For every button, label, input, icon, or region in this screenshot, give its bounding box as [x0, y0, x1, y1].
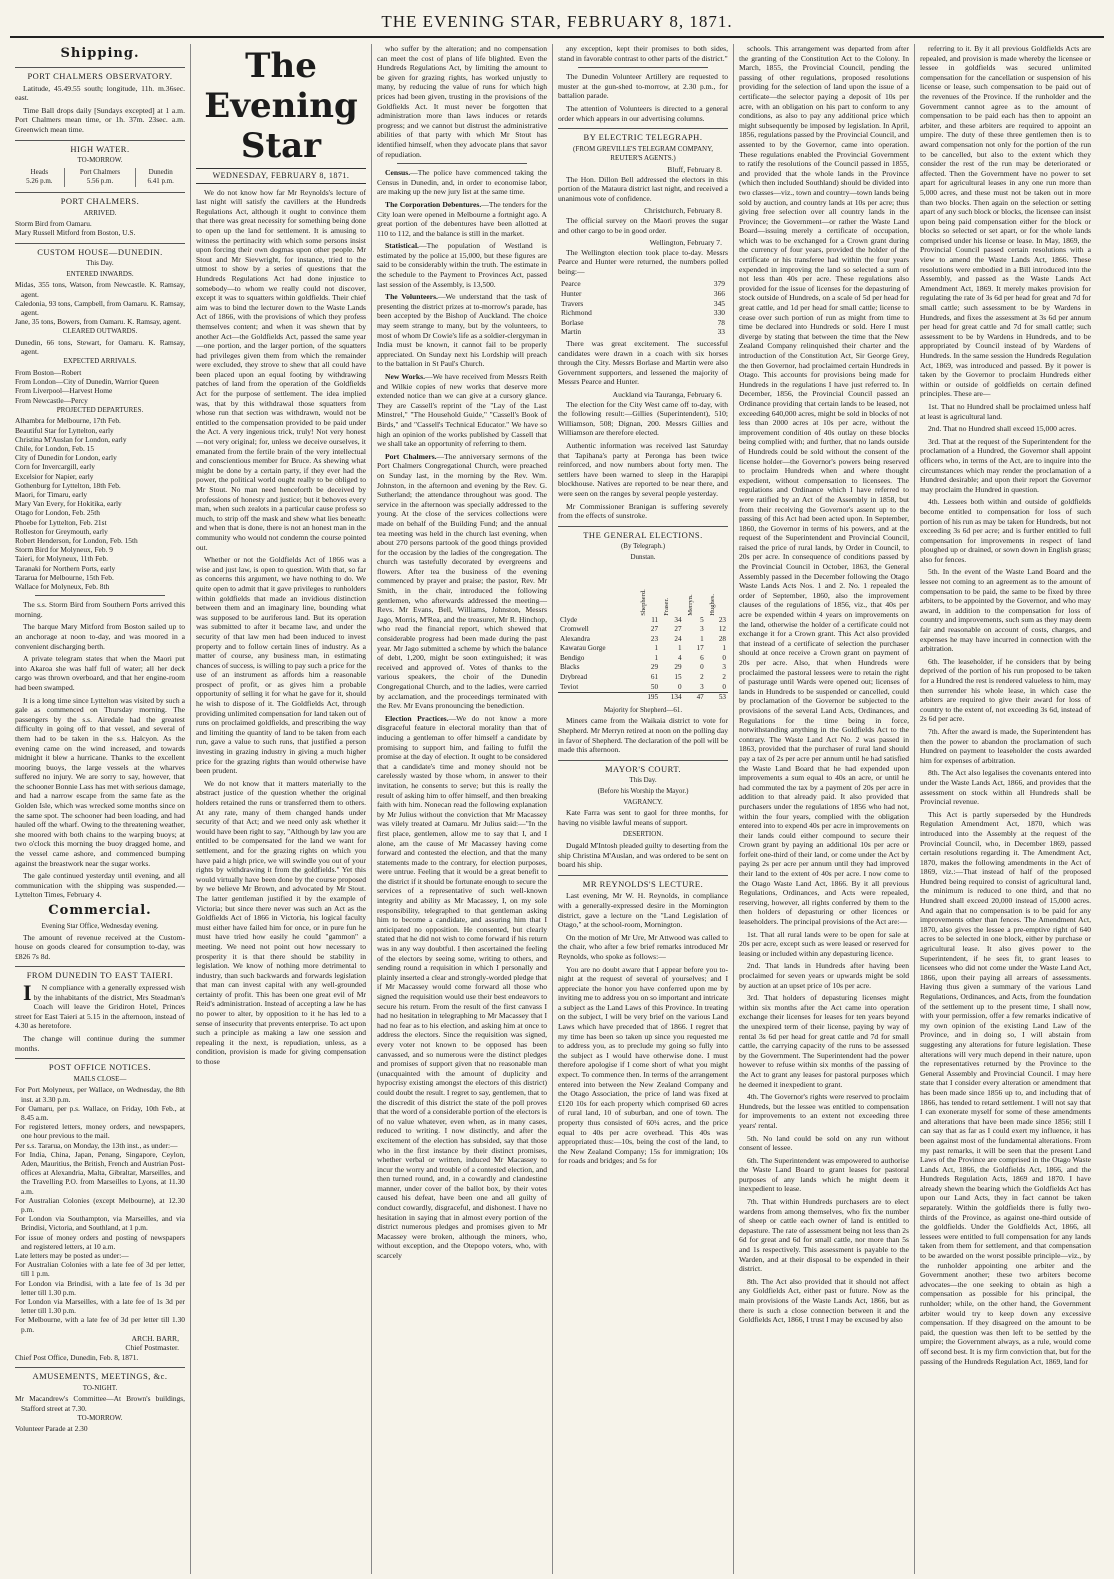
value-cell: 4 — [677, 653, 682, 662]
list-item: Volunteer Parade at 2.30 — [15, 1424, 88, 1434]
list-item: For Australian Colonies (except Melbourne), at 12.30 p.m. — [15, 1195, 185, 1214]
table-row — [558, 616, 728, 626]
cleared-label: CLEARED OUTWARDS. — [62, 327, 138, 336]
tide-time: 6.41 p.m. — [136, 177, 185, 187]
list-item: For Melbourne, with a late fee of 3d per letter till 1.30 p.m. — [15, 1315, 185, 1334]
shipping-title: Shipping. — [60, 46, 140, 61]
lecture-title: MR REYNOLDS'S LECTURE. — [558, 875, 728, 890]
value-cell: 24 — [674, 634, 682, 643]
post-title: POST OFFICE NOTICES. — [15, 1058, 185, 1073]
place-cell: Alexandra — [560, 634, 590, 643]
taieri-body: N compliance with a generally expressed wish by the inhabitants of the district, Mrs Steadman's Coach will leave the Gridiron Hotel, Princes street for East Taieri at 5.15 in the afternoon, instead of 4.30 as heretofore. — [15, 982, 185, 1031]
value-cell: 0 — [722, 653, 726, 662]
lecture-paragraph: 5th. In the event of the Waste Land Board and the lessee not coming to an agreement as to the amount of compensation to be paid, the same to be fixed by three arbiters, to be appointed by the Governor, and who may award, in addition to the compensation for loss of country and improvements, such sum as they may deem fair and reasonable on account of costs, charges, and expenses he may have incurred in connection with the arbitration. — [920, 567, 1091, 654]
table-row — [558, 683, 728, 693]
list-item: Gothenburg for Lyttelton, 18th Feb. — [15, 480, 121, 490]
table-row — [558, 654, 728, 664]
arrived-label: ARRIVED. — [83, 208, 117, 217]
shipping-news-paragraph: The gale continued yesterday until evening, and all communication with the shipping was suspended.—Lyttelton Times, February 4. — [15, 871, 185, 900]
wellington-text: The Wellington election took place to-day. Messrs Pearce and Hunter were returned, the numbers polled being:— — [558, 247, 728, 276]
list-item: Jane, 35 tons, Bowers, from Oamaru. K. Ramsay, agent. — [15, 317, 181, 327]
value-cell: 1 — [654, 644, 659, 653]
list-item: Taieri, for Molyneux, 11th Feb. — [15, 554, 109, 564]
auckland-text-3: Mr Commissioner Branigan is suffering severely from the effects of sunstroke. — [558, 501, 728, 521]
lecture-paragraph: 8th. The Act also legalises the covenants entered into under the Waste Lands Act, 1866, and provides that the assessment on stock within all Hundreds shall be Provincial revenue. — [920, 768, 1091, 807]
shipping-news-paragraph: The s.s. Storm Bird from Southern Ports arrived this morning. — [15, 600, 185, 619]
results-corner — [558, 566, 637, 616]
lecture-paragraph: 4th. The Governor's rights were reserved to proclaim Hundreds, but the lessee was entitled to compensation for improvements to an extent not exceeding three years' rental. — [739, 1092, 909, 1130]
list-item: For Port Molyneux, per Wallace, on Wednesday, the 8th inst. at 3.30 p.m. — [15, 1085, 185, 1104]
value-cell: 12 — [718, 625, 726, 634]
observatory-title: PORT CHALMERS OBSERVATORY. — [15, 67, 185, 82]
table-row — [558, 635, 728, 645]
header-label: Shepherd. — [639, 589, 647, 616]
brief-text: —The tenders for the City loan were opened in Melbourne a fortnight ago. A great portion of the debentures have been allotted at 110 to 112, and the balance is still in the market. — [377, 199, 547, 238]
list-item: Excelsior for Napier, early — [15, 471, 94, 481]
brief-item — [377, 714, 547, 1261]
vagrancy-text: Kate Farra was sent to gaol for three months, for having no visible lawful means of support. — [558, 808, 728, 827]
candidate-name: Borlase — [561, 317, 584, 327]
brief-heading: The Corporation Debentures. — [385, 199, 482, 209]
lecture-paragraph: 6th. The leaseholder, if he considers that by being deprived of the portion of his run proposed to be taken for a Hundred the rest is rendered valueless to him, may then surrender his whole lease, in which case the arbiters are required to give their award for loss of country to the extent of, not exceeding 3s 6d, instead of 2s 6d per acre. — [920, 656, 1091, 724]
value-cell: 34 — [674, 615, 682, 624]
shipping-news-paragraph: A private telegram states that when the Maori put into Akaroa she was half full of water; all her deck cargo was thrown overboard, and that her engine-room had been swamped. — [15, 654, 185, 692]
column-header — [660, 566, 683, 616]
divider — [578, 67, 708, 68]
lecture-paragraph: 7th. That within Hundreds purchasers are to elect wardens from among themselves, who fix the number of sheep or cattle each owner of land is entitled to depasture. The rate of assessment being not less than 2s 6d for great and 6d for small cattle, nor more than 5s and 1s respectively. This assessment is payable to the Warden, and at their disposal to be expended in their district. — [739, 1197, 909, 1274]
list-item: Per s.s. Tararua, on Monday, the 13th inst., as under:— — [15, 1140, 178, 1150]
commercial-text: The amount of revenue received at the Custom-house on goods cleared for consumption to-day, was £826 7s 8d. — [15, 932, 185, 961]
telegraph-title: BY ELECTRIC TELEGRAPH. — [558, 128, 728, 143]
value-cell: 3 — [700, 682, 704, 691]
post-signature: ARCH. BARR, — [131, 1333, 179, 1343]
poll-table — [558, 279, 728, 337]
tide-time: 5.26 p.m. — [26, 177, 53, 186]
candidate-votes: 33 — [717, 327, 725, 337]
value-cell: 17 — [696, 644, 704, 653]
lecture-paragraph: On the motion of Mr Ure, Mr Attwood was called to the chair, who after a few brief remarks introduced Mr Reynolds, who spoke as follows:— — [558, 932, 728, 961]
commercial-title: Commercial. — [48, 903, 152, 918]
value-cell: 23 — [650, 634, 659, 643]
lecture-paragraph: 8th. The Act also provided that it should not affect any Goldfields Act, either past or future. Now as the main provisions of the Waste Lands Act, 1866, but as there is such a close connection between it and the Goldfields Act, 1866, I trust I may be excused by also — [739, 1276, 909, 1325]
value-cell: 11 — [651, 615, 659, 624]
list-item: Mary Van Every, for Hokitika, early — [15, 499, 122, 509]
lecture-paragraph: 3rd. That at the request of the Superintendent for the proclamation of a Hundred, the Governor shall appoint officers who, in terms of the Act, are to inquire into the circumstances which may render the proclamation of a Hundred desirable; and upon their report the Governor may proclaim the Hundred in question. — [920, 436, 1091, 494]
lecture-paragraph: 1st. That no Hundred shall be proclaimed unless half at least is agricultural land. — [920, 401, 1091, 421]
tide-place: Heads — [30, 167, 49, 176]
brief-heading: Port Chalmers. — [385, 451, 437, 461]
table-row — [558, 308, 728, 318]
value-cell: 3 — [700, 625, 704, 634]
list-item: Tararua for Melbourne, 15th Feb. — [15, 572, 114, 582]
editorial-paragraph: We do not know that it matters materially to the abstract justice of the question whether the original holders retained the runs or transferred them to others. At any rate, many of them changed hands under security of that Act; and we need only ask whether it would have been right to say, "Although by law you are entitled to be compensated for the land we want for settlement, and for the grazing rights on which you have paid a high price, we will swindle you out of your rights by withdrawing it from the goldfields." Yet this would virtually have been done by the course proposed by we believe Mr Brown, and advocated by Mr Stout. The latter gentleman justified it by the example of Victoria; but since there never was such an Act as the Goldfields Act of 1866 in Victoria, his logical faculty must either have failed him for once, or in pure fun he must have tried how easily he could "gammon" a meeting. We need not point out how necessary to prosperity it is that there should be stability in legislation. We know of nothing more detrimental to industry, than such backwards and forwards legislation that man can invest capital with any well-grounded certainty of profit. This has been one great evil of Mr Reid's administration. Instead of accepting a law he has no power to alter, by opposition to it he has led to a sense of insecurity that prevents enterprise. To act upon such a principle as making a law one session and repealing it the next, is repudiation, unless, as a condition, provision is made for giving compensation to those — [196, 778, 366, 1067]
brief-heading: Statistical. — [385, 241, 419, 251]
list-item: From Liverpool—Harvest Home — [15, 386, 113, 396]
post-office-line: Chief Post Office, Dunedin, Feb. 8, 1871. — [15, 1352, 139, 1362]
list-item: Maori, for Timaru, early — [15, 489, 88, 499]
list-item: Beautiful Star for Lyttelton, early — [15, 425, 114, 435]
brief-text: —The police have commenced taking the Census in Dunedin, and, in order to economise labor, are making up the new jury list at the same time. — [377, 168, 547, 197]
table-row — [558, 673, 728, 683]
total-cell: 134 — [660, 693, 683, 703]
value-cell: 27 — [674, 625, 682, 634]
shipping-news-paragraph: It is a long time since Lyttelton was visited by such a gale as commenced on Thursday morning. The passengers by the s.s. Airedale had the greatest difficulty in going off to that vessel, and several of them had to be taken in the s.s. Halcyon. As the evening came on the wind increased, and towards midnight it blew a hurricane. Thanks to the excellent mooring buoys, the large vessels at the wharves suffered no injury. We are sorry to say, however, that the schooner Bonnie Lass has met with serious damage, and had a narrow escape from the same fate as the Golden Isle, which was wrecked some months since on the same spot. The schooner had been loading, and had hauled off the wharf. Owing to the threatening weather, she moored with both chains to the warping buoys; at two o'clock this morning the buoy dragged home, and the vessel came ashore, and commenced bumping against the breastwork near the sugar works. — [15, 695, 185, 868]
expected-label: EXPECTED ARRIVALS. — [63, 357, 137, 366]
mayors-day: This Day. — [629, 776, 657, 785]
brief-heading: New Works. — [385, 372, 425, 381]
christchurch-text: The official survey on the Maori proves the sugar and other cargo to be in good order. — [558, 215, 728, 235]
lecture-paragraph: 2nd. That lands in Hundreds after having been proclaimed for seven years or upwards might be sold by auction at an upset price of 10s per acre. — [739, 961, 909, 990]
dateline-auckland: Auckland via Tauranga, February 6. — [612, 390, 722, 399]
taieri-title: FROM DUNEDIN TO EAST TAIERI. — [15, 966, 185, 981]
tomorrow-label-2: TO-MORROW. — [77, 1413, 123, 1422]
this-day-label: This Day. — [86, 259, 114, 268]
column-header — [706, 566, 728, 616]
candidate-name: Travers — [561, 298, 584, 308]
masthead: THE EVENING STAR, FEBRUARY 8, 1871. — [10, 8, 1104, 38]
table-row — [558, 663, 728, 673]
by-telegraph: (By Telegraph.) — [620, 542, 666, 551]
columns — [10, 44, 1104, 1574]
taieri-text — [15, 979, 185, 1031]
place-cell: Drybread — [560, 673, 588, 682]
column-5 — [734, 44, 915, 1574]
lecture-paragraph: 1st. That all rural lands were to be open for sale at 20s per acre, except such as were leased or reserved for leasing or included within any depasturing licence. — [739, 929, 909, 958]
brief-item — [377, 200, 547, 238]
candidate-votes: 379 — [713, 279, 725, 289]
value-cell: 5 — [700, 615, 704, 624]
wellington-text-2: There was great excitement. The successful candidates were drawn in a coach with six horses through the City. Messrs Borlase and Martin were also Government supporters, and lessened the majority of Messrs Pearce and Hunter. — [558, 339, 728, 387]
continuation-text: any exception, kept their promises to both sides, stand in favorable contrast to other parts of the district." — [558, 44, 728, 63]
tide-place: Port Chalmers — [64, 168, 136, 178]
list-item: For London via Southampton, via Marseilles, and via Brindisi, Victoria, and Southland, at 1 p.m. — [15, 1214, 185, 1233]
total-row — [558, 693, 728, 703]
list-item: Robert Henderson, for London, Feb. 15th — [15, 535, 138, 545]
brief-item — [377, 452, 547, 711]
list-item: Corn for Invercargill, early — [15, 462, 95, 472]
table-row — [558, 279, 728, 289]
column-4 — [553, 44, 734, 1574]
brief-text: —We understand that the task of presenting the district prizes at to-morrow's parade, has been accepted by the Bishop of Auckland. The choice may seem strange to many, but by the volunteers, to most of whom Dr Cowie's life as a soldier-clergyman in India must be known, it cannot fail to be properly appreciated. On Sunday next his Lordship will preach to the battalion in St Paul's Church. — [377, 292, 548, 369]
column-3 — [372, 44, 553, 1574]
value-cell: 50 — [650, 682, 659, 691]
post-signature-role: Chief Postmaster. — [125, 1343, 179, 1353]
list-item: For London via Brindisi, with a late fee of 1s 3d per letter till 1.30 p.m. — [15, 1278, 185, 1297]
mails-close-label: MAILS CLOSE— — [73, 1074, 127, 1083]
tide-table — [15, 168, 185, 187]
place-cell: Clyde — [560, 615, 578, 624]
header-label: Fraser. — [663, 597, 671, 616]
telegraph-source: (FROM GREVILLE'S TELEGRAM COMPANY, REUTER'S AGENTS.) — [573, 144, 713, 163]
table-row — [558, 625, 728, 635]
lecture-paragraph: This Act is partly superseded by the Hundreds Regulation Amendment Act, 1870, which was introduced into the Assembly at the request of the Provincial Council, who, in December 1869, passed certain resolutions regarding it. The Amendment Act, 1870, makes the following amendments in the Act of 1869, viz.:—That instead of half of the proposed Hundred being required to consist of agricultural land, the minimum is reduced to one third, and that no Hundred shall exceed 20,000 instead of 15,000 acres. And again that no compensation is to be paid for any improvements other than fences. The Amendment Act, 1870, also gives the lessee a pre-emptive right of 640 acres to be selected in one block, either by purchase or agricultural lease. It also gives power to the Superintendent, if he sees fit, to grant leases to licensees who did not come under the Waste Land Act, 1866, upon their paying all arrears of assessments. Having thus given a summary of the various Land Regulations, Ordinances, and Acts, from the foundation of the settlement up to the present time, I shall now, with your permission, offer a few remarks indicative of my own opinion of the existing Land Law of the Province, and in doing so, I will abstain from suggesting any alterations for future legislation. These alterations will very much depend in their nature, upon the representatives returned by the Province to the General Assembly and Provincial Council. I may here state that I consider every alteration or amendment that has been made since 1856 up to, and including that of 1866, has tended to retard settlement. I will not say that I can exonerate myself for some of these amendments and alterations that have been made since 1856; still I can say that as far as I could exert my influence, it has been against most of the fundamental alterations. From my past remarks, it will be seen that the present Land Laws of the Province are comprised in the Otago Waste Lands Act, 1866, the Goldfields Act, 1866, and the Hundreds Regulation Acts, 1869 and 1870. I have already shewn the bearing which the Goldfields Act has upon our Land Acts, they in fact cannot be taken separately. Within the goldfields there is fully two-thirds of the Province, as against one-third outside of the goldfields. Under the Goldfields Act, 1866, all lessees were entitled to full compensation for any lands taken from them for settlement, and that compensation to be awarded on the worst possible principle—viz., by the runholder appointing one arbiter and the Government another; these two arbiters become advocates—the one seeking to obtain as high a compensation as possible for his principal, the runholder; while, on the other hand, the Government arbiter would try to keep down any excessive compensation. If they disagreed on the amount to be paid, the question was then left to be settled by the umpire; the Government always, as a rule, would come off second best. It is my firm conviction that, but for the passing of the Hundreds Regulation Act, 1869, land for — [920, 809, 1091, 1366]
value-cell: 15 — [674, 673, 682, 682]
column-header — [684, 566, 706, 616]
candidate-name: Richmond — [561, 308, 592, 318]
place-cell: Blacks — [560, 663, 580, 672]
brief-text: —We do not know a more disgraceful feature in electoral morality than that of inducing a gentleman to offer himself a candidate by promising to support him, and failing to fulfil the promise at the day of election. It ought to be considered that a candidate's time and money should not be carelessly wasted by those whom, in answer to their invitation, he consents to serve; but this is really the result of asking him to offer himself, and then breaking faith with him. Nonecan read the following explanation by Mr Julius without the conviction that Mr Macassey was vilely treated at Oamaru. Mr Julius said:—"In the first place, gentlemen, allow me to say that I, and I alone, am the cause of Mr Macassey having come forward and contested the election, and that the many statements made to the contrary, for election purposes, were untrue. Feeling that it would be a great benefit to the district if it should be fortunate enough to secure the services of a representative of such well-known integrity and ability as Mr Macassey, I, on my sole responsibility, telegraphed to that gentleman asking him to become a candidate, and assuring him that I anticipated no opposition. He consented, but clearly stated that he did not wish to come forward if his return was in any way doubtful. I then ascertained the feeling of the electors by seeing some, writing to others, and sending round a requisition in which I personally and plainly inserted a clear and strongly-worded pledge that if Mr Macassey would come forward all those who signed the requisition would use their best endeavors to secure his return. From the result of the first canvass I had no hesitation in telegraphing to Mr Macassey that I had no fear as to his election, and asking him at once to address the electors. Since the requisition was signed, every voter not known to be opposed has been canvassed, and so numerous were the distinct pledges and promises of support given that no reasonable man (unacquainted with the amount of duplicity and hypocrisy existing amongst the electors of this district) could doubt the result. I regret to say, gentlemen, that to the discredit of this district the state of the poll proves that the word of a considerable portion of the electors is of no value whatever, even when, as in many cases, reduced to writing. I now distinctly, and after the excitement of the election has subsided, say that those who in the first instance by their distinct promises, whether verbal or written, induced Mr Macassey to incur the worry and trouble of a contested election, and then turned round, and, in a cowardly and clandestine manner, under cover of the ballot box, by their votes caused his defeat, have been one and all guilty of conduct cowardly, disgraceful, and dishonest. I have no hesitation in saying that in almost every portion of the district numerous pledges and promises given to Mr Macassey were broken, although the miners, who, without exception, and the Otepopo voters, who, with scarcely — [377, 713, 547, 1261]
results-table — [558, 566, 728, 703]
dropcap-letter: I — [23, 979, 32, 1005]
list-item: For issue of money orders and posting of newspapers and registered letters, at 10 a.m. — [15, 1232, 185, 1251]
candidate-votes: 78 — [717, 317, 725, 327]
office-line: Evening Star Office, Wednesday evening. — [41, 922, 159, 930]
tide-time: 5.56 p.m. — [64, 177, 136, 187]
shipping-news-paragraph: The barque Mary Mitford from Boston sailed up to an anchorage at noon to-day, and was moored in a convenient discharging berth. — [15, 622, 185, 651]
dateline-christchurch: Christchurch, February 8. — [643, 206, 722, 216]
value-cell: 3 — [722, 663, 726, 672]
brief-item — [377, 292, 547, 369]
value-cell: 61 — [650, 673, 659, 682]
divider — [35, 595, 165, 596]
value-cell: 0 — [677, 682, 682, 691]
brief-heading: Census. — [385, 168, 411, 178]
list-item: For London via Marseilles, with a late fee of 1s 3d per letter till 1.30 p.m. — [15, 1296, 185, 1316]
brief-item — [377, 168, 547, 197]
brief-text: —The population of Westland is estimated by the police at 15,000, but these figures are said to be considerably within the truth. The estimate in the schedule to the Payment to Provinces Act, passed last session of the Assembly, is 13,500. — [377, 241, 547, 289]
lecture-paragraph: 7th. After the award is made, the Superintendent has then the power to abandon the proclamation of such Hundred on payment to leaseholder the costs awarded him for expenses of arbitration. — [920, 726, 1091, 765]
value-cell: 1 — [654, 653, 659, 662]
list-item: For Australian Colonies with a late fee of 3d per letter, till 1 p.m. — [15, 1260, 185, 1279]
high-water-title: HIGH WATER. — [15, 140, 185, 155]
brief-item — [377, 372, 547, 449]
projected-label: PROJECTED DEPARTURES. — [56, 405, 144, 414]
value-cell: 0 — [700, 663, 704, 672]
list-item: City of Dunedin for London, early — [15, 453, 117, 463]
table-row — [558, 327, 728, 337]
lecture-paragraph: 2nd. That no Hundred shall exceed 15,000 acres. — [928, 424, 1077, 434]
majority-line: Majority for Shepherd—61. — [603, 705, 683, 714]
list-item: Wallace for Molyneux, Feb. 8th — [15, 581, 110, 591]
place-cell: Cromwell — [560, 625, 589, 634]
bluff-text: The Hon. Dillon Bell addressed the electors in this portion of the Mataura district last night, and received a unanimous vote of confidence. — [558, 174, 728, 203]
value-cell: 23 — [718, 615, 726, 624]
value-cell: 1 — [677, 644, 682, 653]
list-item: From Boston—Robert — [15, 367, 82, 377]
dunstan-label: Dunstan. — [630, 552, 656, 561]
editorial-paragraph: We do not know how far Mr Reynolds's lecture of last night will satisfy the cavillers at the Hundreds Regulations Act, although it ought to convince them that there was great necessity for something being done to open up the land for settlement. It is amusing to witness the pertinacity with which some persons insist upon forcing their own dogmas upon other people. Mr Stout and Mr Sievwright, for instance, tried to the utmost to show by a series of questions that the Hundreds Regulations Act had done injustice to somebody—to whom we really could not discover, except it was to squatters within goldfields. Their chief aim was to bind the lecturer down to the Waste Lands Act of 1866, with the provisions of which they profess themselves content; and when it was shewn that by another Act—the Goldfields Act, passed the same year—one portion, and the larger portion, of the squatters had privileges given them from which the remainder were excluded, they strove to shew that all could have been placed upon an equal footing by withdrawing patches of land from the operation of the Goldfields Act for the purpose of settlement. The idea implied was, that by this withdrawal those squatters from whose run that section was withdrawn, would not be entitled to the compensation provided to be paid under the Act. A very ingenious trick, truly! Not very honest—not very original; for, unless we deceive ourselves, it emanated from the fertile brain of the very intellectual and conscientious member for Bruce. As shewing what might be done by a certain party, if they ever had the power, the political world ought really to be obliged to Mr Stout. No man need henceforth be deceived by professions of honesty and justice; but it behoves every man, when such zealots in a particular cause profess so much, to strip off the mask and shew what lies beneath: and when that is done, there is not an honest man in the community who would not condemn the course pointed out. — [196, 187, 366, 552]
editorial-paragraph: who suffer by the alteration; and no compensation can meet the cost of plans of life blighted. Even the Hundreds Regulations Act, by limiting the amount to be given for grazing rights, has worked unjustly to many, by reducing the value of runs for which high prices had been given, trusting in the provisions of the Goldfields Act. It must never be forgotten that administration more than laws induces or retards progress; and we cannot but distrust the administrative abilities of that party with which Mr Stout has identified himself, when they advocate plans that savor of repudiation. — [377, 44, 547, 159]
candidate-votes: 345 — [713, 298, 725, 308]
lecture-paragraph: 3rd. That holders of depasturing licenses might within six months after the Act came into operation exchange their licenses for leases for ten years beyond the unexpired term of their license, paying by way of rental 3s 6d per head for great cattle and 7d for small cattle, the carrying capacity of the runs to be assessed by the Government. The Superintendent had the power however to refuse within six months of the passing of the Act to grant any leases for pastoral purposes which he deemed it inexpedient to grant. — [739, 993, 909, 1089]
list-item: Chile, for London, Feb. 15 — [15, 443, 95, 453]
list-item: From London—City of Dunedin, Warrior Queen — [15, 377, 159, 387]
value-cell: 29 — [650, 663, 659, 672]
value-cell: 1 — [700, 634, 704, 643]
lecture-paragraph: 6th. The Superintendent was empowered to authorise the Waste Land Board to grant leases for pastoral purposes of any lands which he might deem it inexpedient to lease. — [739, 1155, 909, 1194]
entered-label: ENTERED INWARDS. — [66, 269, 134, 278]
list-item: Alhambra for Melbourne, 17th Feb. — [15, 416, 121, 426]
list-item: For registered letters, money orders, and newspapers, one hour previous to the mail. — [15, 1122, 185, 1141]
desertion-label: DESERTION. — [622, 830, 664, 839]
attention-notice: The attention of Volunteers is directed to a general order which appears in our advertising columns. — [558, 103, 728, 123]
elections-title: THE GENERAL ELECTIONS. — [558, 526, 728, 541]
dateline-wellington: Wellington, February 7. — [649, 238, 722, 248]
port-title: PORT CHALMERS. — [15, 192, 185, 207]
brief-text: —We have received from Messrs Reith and Wilkie copies of new works that deserve more extended notice than we can give at a cursory glance. They are Cassell's reprint of the "Lay of the Last Minstrel," "The Household Guide," "Cassell's Book of Birds," and "Cassell's Technical Educator." We have so high an opinion of the works published by Cassell that we shall take an opportunity of referring to them. — [377, 372, 547, 449]
amusements-title: AMUSEMENTS, MEETINGS, &c. — [15, 1367, 185, 1382]
list-item: Mr Macandrew's Committee—At Brown's buildings, Stafford street at 7.30. — [15, 1394, 185, 1413]
table-row — [558, 289, 728, 299]
list-item: Mary Russell Mitford from Boston, U.S. — [15, 228, 136, 238]
lecture-paragraph: 4th. Lessees both within and outside of goldfields become entitled to compensation for loss of such portion of his run as may be taken for Hundreds, but not exceeding 3s 6d per acre; and is further entitled to full compensation for improvements in respect of land ploughed up or drained, or sown down in English grass; also for fences. — [920, 497, 1091, 564]
total-cell: 47 — [684, 693, 706, 703]
observatory-text: Latitude, 45.49.55 south; longitude, 11h. m.36sec. east. — [15, 83, 185, 103]
header-label: Hughes. — [708, 593, 716, 616]
brief-heading: Election Practices. — [385, 713, 449, 723]
list-item: For India, China, Japan, Penang, Singapore, Ceylon, Aden, Mauritius, the British, French and Austrian Post-offices at Alexandria, Malta, Gibraltar, Marseilles, and the Travelling P.O. from Marseilles to Lyons, at 11.30 a.m. — [15, 1149, 185, 1196]
elections-text: Miners came from the Waikaia district to vote for Shepherd. Mr Merryn retired at noon on the polling day in favor of Shepherd. The declaration of the poll will be made this afternoon. — [558, 716, 728, 755]
value-cell: 1 — [722, 644, 726, 653]
column-header — [637, 566, 660, 616]
list-item: Rolleston for Greymouth, early — [15, 526, 108, 536]
brief-text: —The anniversary sermons of the Port Chalmers Congregational Church, were preached on Sunday last, in the morning by the Rev. Wm. Johnston, in the afternoon and evening by the Rev. G. Sutherland; the attendance throughout was good. The service in the afternoon was specially addressed to the young. At the close of the services collections were made on behalf of the Building Fund; and the annual tea meeting was held in the church last evening, when about 270 persons partook of the good things provided for the occasion by the ladies of the congregation. The church was tastefully decorated by evergreens and flowers. After tea the business of the evening commenced by prayer and praise; the pastor, Rev. Mr Smith, in the chair, introduced the following gentlemen, who afterwards addressed the meeting—Revs. Mr Evans, Bell, Williams, Johnston, Messrs Jago, Morris, M'Rea, and the treasurer, Mr R. Hinchop, who read the financial report, which shewed that considerable progress had been made during the past year. Mr Jago submitted a scheme by which the balance of debt, 1,200, might be soon extinguished; it was received and approved of. Votes of thanks to the various speakers, the choir of the Dunedin Congregational Church, and to the ladies, were carried by acclamation, and the proceedings terminated with the Rev. Mr Evans pronouncing the benediction. — [377, 451, 547, 711]
desertion-text: Dugald M'Intosh pleaded guilty to deserting from the ship Christina M'Auslan, and was ordered to be sent on board his ship. — [558, 840, 728, 870]
artillery-notice: The Dunedin Volunteer Artillery are requested to muster at the gun-shed to-morrow, at 2.30 p.m., for battalion parade. — [558, 72, 728, 101]
brief-heading: The Volunteers. — [385, 292, 438, 302]
tide-place: Dunedin — [136, 168, 185, 178]
candidate-votes: 330 — [713, 308, 725, 318]
tomorrow-label: TO-MORROW. — [77, 156, 123, 165]
dateline-bluff: Bluff, February 8. — [667, 164, 722, 174]
table-row — [558, 644, 728, 654]
lecture-paragraph: Last evening, Mr W. H. Reynolds, in compliance with a generally-expressed desire in the Mornington district, gave a lecture on the "Land Legislation of Otago," at the school-room, Mornington. — [558, 891, 728, 930]
divider — [397, 163, 527, 164]
column-1 — [10, 44, 191, 1574]
lecture-paragraph: referring to it. By it all previous Goldfields Acts are repealed, and provision is made whereby the licensee or lessee in goldfields was secured unlimited compensation for the cancellation or suspension of his license or lease, such compensation to be paid out of the revenues of the Province. If the runholder and the Government cannot agree as to the amount of compensation to be paid each has then to appoint an arbiter, and these arbiters are required to appoint an umpire. The duty of these three gentlemen then is to award compensation not only for the portion of the run to be cancelled, but also to the extent which they consider the rest of the run may be deteriorated or affected. Then the Government have no power to set apart for agricultural leases in any one run more than 5,000 acres, and these must not be taken out in more than two blocks. Then again on the selection or setting apart of any such block or blocks, the licensee can insist upon being paid compensation either for the block or blocks so selected or set apart, or for the whole lands comprised under his license or lease. In May, 1869, the Provincial Council passed certain resolutions with a view to amend the Waste Lands Act, 1866. These resolutions were embodied in a Bill introduced into the Assembly, and passed as the Waste Lands Act Amendment Act, 1869. It merely makes provision for regulating the rate of 3s 6d per head for great and 7d for small cattle; such assessment to be by Wardens in Hundreds, and fixes the assessment at 3s 6d per annum per head for great cattle and 7d for small cattle; such assessment to be by Wardens in Hundreds, and to be appropriated by Council instead of by Wardens of Hundreds. In the same session the Hundreds Regulation Act, 1869, was introduced and passed. By it power is taken by the Governor to proclaim Hundreds either within or outside of goldfields on certain defined principles. These are— — [920, 44, 1091, 399]
auckland-text: The election for the City West came off to-day, with the following result:—Gillies (Superintendent), 510; Williamson, 508; Dignan, 200. Messrs Gillies and Williamson are therefore elected. — [558, 399, 728, 438]
column-6 — [915, 44, 1096, 1574]
list-item: Late letters may be posted as under:— — [15, 1250, 129, 1260]
total-label-cell — [558, 693, 637, 703]
list-item: For Oamaru, per p.s. Wallace, on Friday, 10th Feb., at 8.45 a.m. — [15, 1103, 185, 1122]
time-ball-text: Time Ball drops daily [Sundays excepted] at 1 a.m. Port Chalmers mean time, or 1h. 37m. 23sec. a.m. Greenwich mean time. — [15, 105, 185, 134]
header-label: Merryn. — [686, 594, 694, 616]
mayors-court-title: MAYOR'S COURT. — [558, 760, 728, 775]
value-cell: 2 — [700, 673, 704, 682]
value-cell: 29 — [674, 663, 682, 672]
list-item: Caledonia, 93 tons, Campbell, from Oamaru. K. Ramsay, agent. — [15, 298, 185, 317]
candidate-name: Martin — [561, 327, 582, 337]
paper-title: The Evening Star — [204, 46, 358, 166]
list-item: Taranaki for Northern Ports, early — [15, 563, 116, 573]
place-cell: Kawarau Gorge — [560, 644, 606, 653]
list-item: Otago for London, Feb. 25th — [15, 508, 100, 518]
total-cell: 195 — [637, 693, 660, 703]
tonight-label: TO-NIGHT. — [82, 1383, 118, 1392]
brief-item — [377, 241, 547, 289]
candidate-name: Hunter — [561, 289, 582, 299]
lecture-paragraph: 5th. No land could be sold on any run without consent of lessee. — [739, 1133, 909, 1153]
mayors-before: (Before his Worship the Mayor.) — [597, 787, 689, 795]
customs-title: CUSTOM HOUSE—DUNEDIN. — [15, 243, 185, 258]
value-cell: 6 — [700, 653, 704, 662]
list-item: Storm Bird from Oamaru. — [15, 219, 92, 229]
dateline: WEDNESDAY, FEBRUARY 8, 1871. — [196, 168, 366, 184]
vagrancy-label: VAGRANCY. — [623, 797, 663, 806]
list-item: Christina M'Auslan for London, early — [15, 434, 127, 444]
column-2 — [191, 44, 372, 1574]
list-item: Dunedin, 66 tons, Stewart, for Oamaru. K. Ramsay, agent. — [15, 337, 185, 357]
list-item: From Newcastle—Percy — [15, 395, 88, 405]
place-cell: Teviot — [560, 682, 579, 691]
value-cell: 27 — [650, 625, 659, 634]
lecture-paragraph: schools. This arrangement was departed from after the granting of the Constitution Act to the Colony. In March, 1855, the Provincial Council, pending the passing of other regulations, proposed resolutions providing for the selection of land upon the issue of a certificate—the selector paying a deposit of 10s per acre, with an obligation on his part to conform to any conditions, as also to pay any additional price which might subsequently be imposed by legislation. In April, 1856, regulations passed by the Provincial Council, and assented to by the Governor, came into operation. These regulations enabled the Provincial Government to ratify the resolutions of the Council passed in 1855, and provided that the whole lands in the Province (which then included Southland) should be divided into two classes—viz., town and country—town lands being sold by auction, and country lands at 10s per acre; thus giving free selection over all country lands in the Province; the Government—or rather the Waste Land Board—issuing merely a certificate of occupation, which was to be exchanged for a Crown grant during the currency of four years, provided the holder of the certificate or his transferee had within the four years expended in improving the land so selected a sum of not less than 40s per acre. These regulations also provided for the issue of licenses for the depasturing of stock outside of Hundreds, on a scale of 5d per head for great cattle, and 1d per head for small cattle; license to cease over such portion of run as might from time to time be declared into Hundreds or sold. Here I must diverge by stating that between the time that the New Zealand Company relinquished their charter and the introduction of the Constitution Act, Sir George Grey, the then Governor, had proclaimed certain Hundreds in Otago. This accounts for provisions being made for Hundreds in the regulations I have just referred to. In December, 1856, the Provincial Council passed an Ordinance providing that certain lands to be leased, not exceeding 640,000 acres, might be sold in blocks of not less than 2000 acres at 10s per acre, without the improvement condition of 40s outlay on these blocks being complied with; and further, that no lands outside of Hundreds could be sold without the consent of the license holder—the Governor's powers being reserved to proclaim Hundreds when and where thought expedient, without compensation to licensees. The regulations and Ordinance which I have referred to were ratified by an Act of the Assembly in 1858, but from their receiving the Governor's assent up to the passing of this Act had been acted upon. In September, 1860, the Governor in terms of his powers, and at the request of the Superintendent and Provincial Council, raised the price of rural lands, by Order in Council, to 20s per acre. In consequence of conditions passed by the Provincial Council in October, 1863, the General Assembly passed in the December following the Otago Waste Lands Acts Nos. 1 and 2. No. 1 repealed the order of September, 1860, also the improvement clauses of the regulations of 1856, viz., that 40s per acre be expended within 4 years on improvements on the land, otherwise the holder of a certificate could not exchange it for a Crown grant. This Act also provided that instead of a certificate of selection the purchaser should at once receive a Crown grant on payment of 20s per acre. Also, that when Hundreds were proclaimed the pastoral lessees were to retain the right of pasturage until Wards were opened out; licenses of lands in Hundreds to be suspended or cancelled, could by proclamation of the Governor be subjected to the provisions of the several Land Acts, Ordinances, and Regulations for the time being in force, notwithstanding anything in the Goldfields Act to the contrary. The Waste Land Act No. 2 was passed in 1863, provided that the purchaser of rural land should pay a tax of 2s per acre per annum until he had satisfied the Waste Land Board that he had expended upon improvements a sum equal to 40s an acre, or until he had commuted the tax by a payment of 20s per acre in addition to that already paid. It also provided that purchasers under the regulations of 1856 who had not, within the four years, complied with the obligation entered into to expend 40s per acre in improvements on their lands could either compound to secure their Crown grant by paying an additional 10s per acre or forfeit one-third of their land, or come under the Act by paying 2s per acre per annum until they had improved their land to the extent of 40s per acre. I now come to the Otago Waste Land Act, 1866. By it all previous Regulations, Ordinances, and Acts were repealed, reserving, however, all rights conferred by them to the then holders of depasturing or other licences or leaseholders. The principal provisions of the Act are:— — [739, 44, 909, 927]
total-cell: 53 — [706, 693, 728, 703]
lecture-paragraph: You are no doubt aware that I appear before you to-night at the request of several of yourselves; and I appreciate the honor you have conferred upon me by inviting me to address you on so important and intricate a subject as the Land Laws of this Province. In treating on the subject, I will be very brief on the various Land Laws which have preceded that of 1866. I regret that my time has been so taken up since you requested me to address you, as to preclude my going so fully into the subject as I would have otherwise done. I must therefore apologise if I come short of what you might expect. To commence then. In terms of the arrangement entered into between the New Zealand Company and the Otago Association, the price of land was fixed at £120 10s for each property which comprised 60 acres of rural land, 10 of suburban, and one of town. The property thus consisted of 60¼ acres, and the price equal to 40s per acre overhead. This 40s was appropriated thus:—10s, being the cost of the land, to the New Zealand Company; 15s for immigration; 10s for roads and bridges; and 5s for — [558, 964, 728, 1166]
list-item: Storm Bird for Molyneux, Feb. 9 — [15, 545, 113, 555]
candidate-name: Pearce — [561, 279, 581, 289]
candidate-votes: 366 — [713, 289, 725, 299]
value-cell: 2 — [722, 673, 726, 682]
auckland-text-2: Authentic information was received last Saturday that Tapihana's party at Peronga has been twice reinforced, and now numbers about forty men. The settlers have been warned to sleep in the Harapipi blockhouse. Natives are reported to be near there, and were seen on the ranges by several people yesterday. — [558, 440, 728, 498]
place-cell: Bendigo — [560, 653, 585, 662]
value-cell: 0 — [722, 682, 726, 691]
value-cell: 28 — [718, 634, 726, 643]
table-row — [558, 299, 728, 309]
list-item: Phoebe for Lyttelton, Feb. 21st — [15, 517, 107, 527]
list-item: Midas, 355 tons, Watson, from Newcastle. K. Ramsay, agent. — [15, 280, 185, 299]
editorial-paragraph: Whether or not the Goldfields Act of 1866 was a wise and just law, is open to question. With that, so far as concerns this argument, we have nothing to do. We quite open to admit that it gave privileges to runholders within goldfields that made an invidious distinction between them and an imaginary line, bounding what was supposed to be auriferous land. But its operation was submitted to after it became law, and under the security of that law men had been induced to invest property and to follow certain lines of industry. As a matter of course, any business man, in estimating chances of success, is willing to pay such a price for the use of an instrument as affords him a reasonable prospect of profit, or as gives him a probable opportunity of selling it for what he gave for it, should he wish to dispose of it. The Goldfields Act, through providing unlimited compensation for land taken out of runs on proclaimed goldfields, and prescribing the way and limiting the quantity of land to be taken from each run, gave a value to such runs, that justified a person investing in grazing industry in giving a much higher price for the grazing rights than would otherwise have been prudent. — [196, 555, 366, 776]
table-row — [558, 318, 728, 328]
taieri-change: The change will continue during the summer months. — [15, 1033, 185, 1053]
